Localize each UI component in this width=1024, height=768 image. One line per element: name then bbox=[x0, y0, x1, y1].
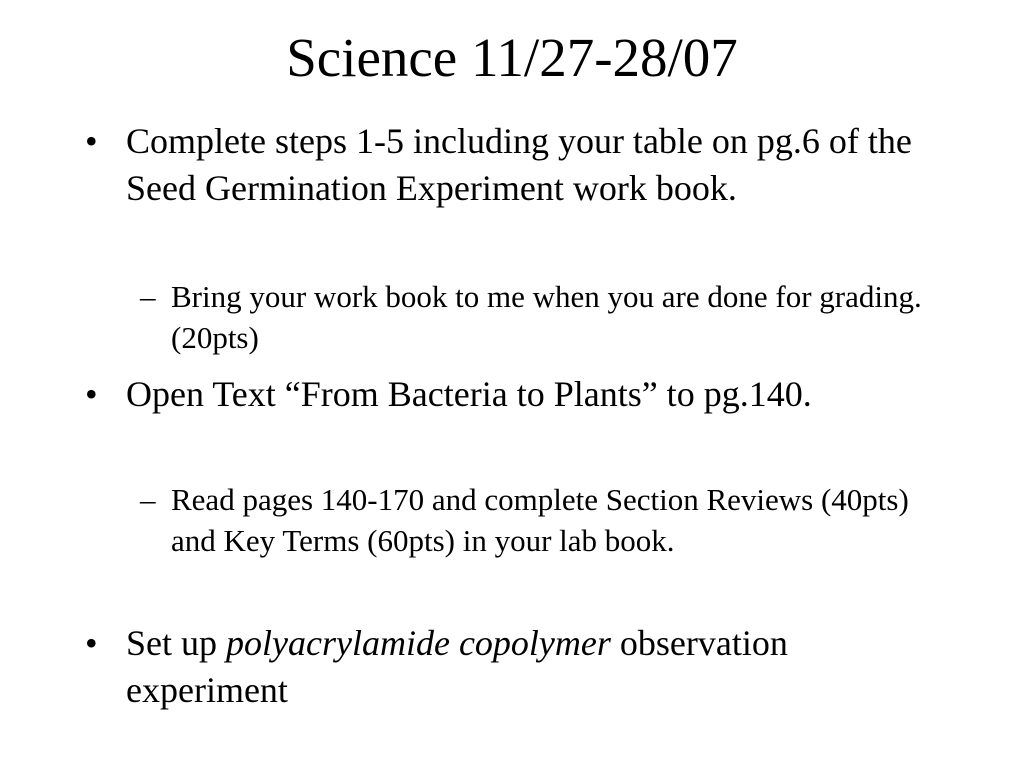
bullet-2 bbox=[85, 371, 945, 418]
sub-bullet-1 bbox=[140, 276, 950, 358]
sub-bullet-2-text: Read pages 140-170 and complete Section Reviews (40pts) and Key Terms (60pts) in your lab book. bbox=[171, 482, 909, 558]
bullet-1-text: Complete steps 1-5 including your table on pg.6 of the Seed Germination Experiment work book. bbox=[126, 121, 912, 208]
sub-bullet-1-text: Bring your work book to me when you are done for grading. (20pts) bbox=[171, 279, 922, 355]
bullet-marker: • bbox=[85, 623, 98, 663]
bullet-3-text-end: observation experiment bbox=[126, 623, 788, 710]
bullet-3-text-italic: polyacrylamide copolymer bbox=[226, 623, 611, 663]
sub-bullet-marker: – bbox=[140, 482, 156, 517]
bullet-marker: • bbox=[85, 121, 98, 161]
bullet-3-text-start: Set up bbox=[126, 623, 227, 663]
sub-bullet-2 bbox=[140, 479, 950, 561]
bullet-marker: • bbox=[85, 374, 98, 414]
sub-bullet-marker: – bbox=[140, 279, 156, 314]
bullet-2-text: Open Text “From Bacteria to Plants” to pg.140. bbox=[126, 374, 812, 414]
bullet-3 bbox=[85, 620, 945, 714]
bullet-1 bbox=[85, 118, 945, 212]
slide-title: Science 11/27-28/07 bbox=[286, 27, 738, 88]
bullet-3-text bbox=[126, 620, 945, 714]
